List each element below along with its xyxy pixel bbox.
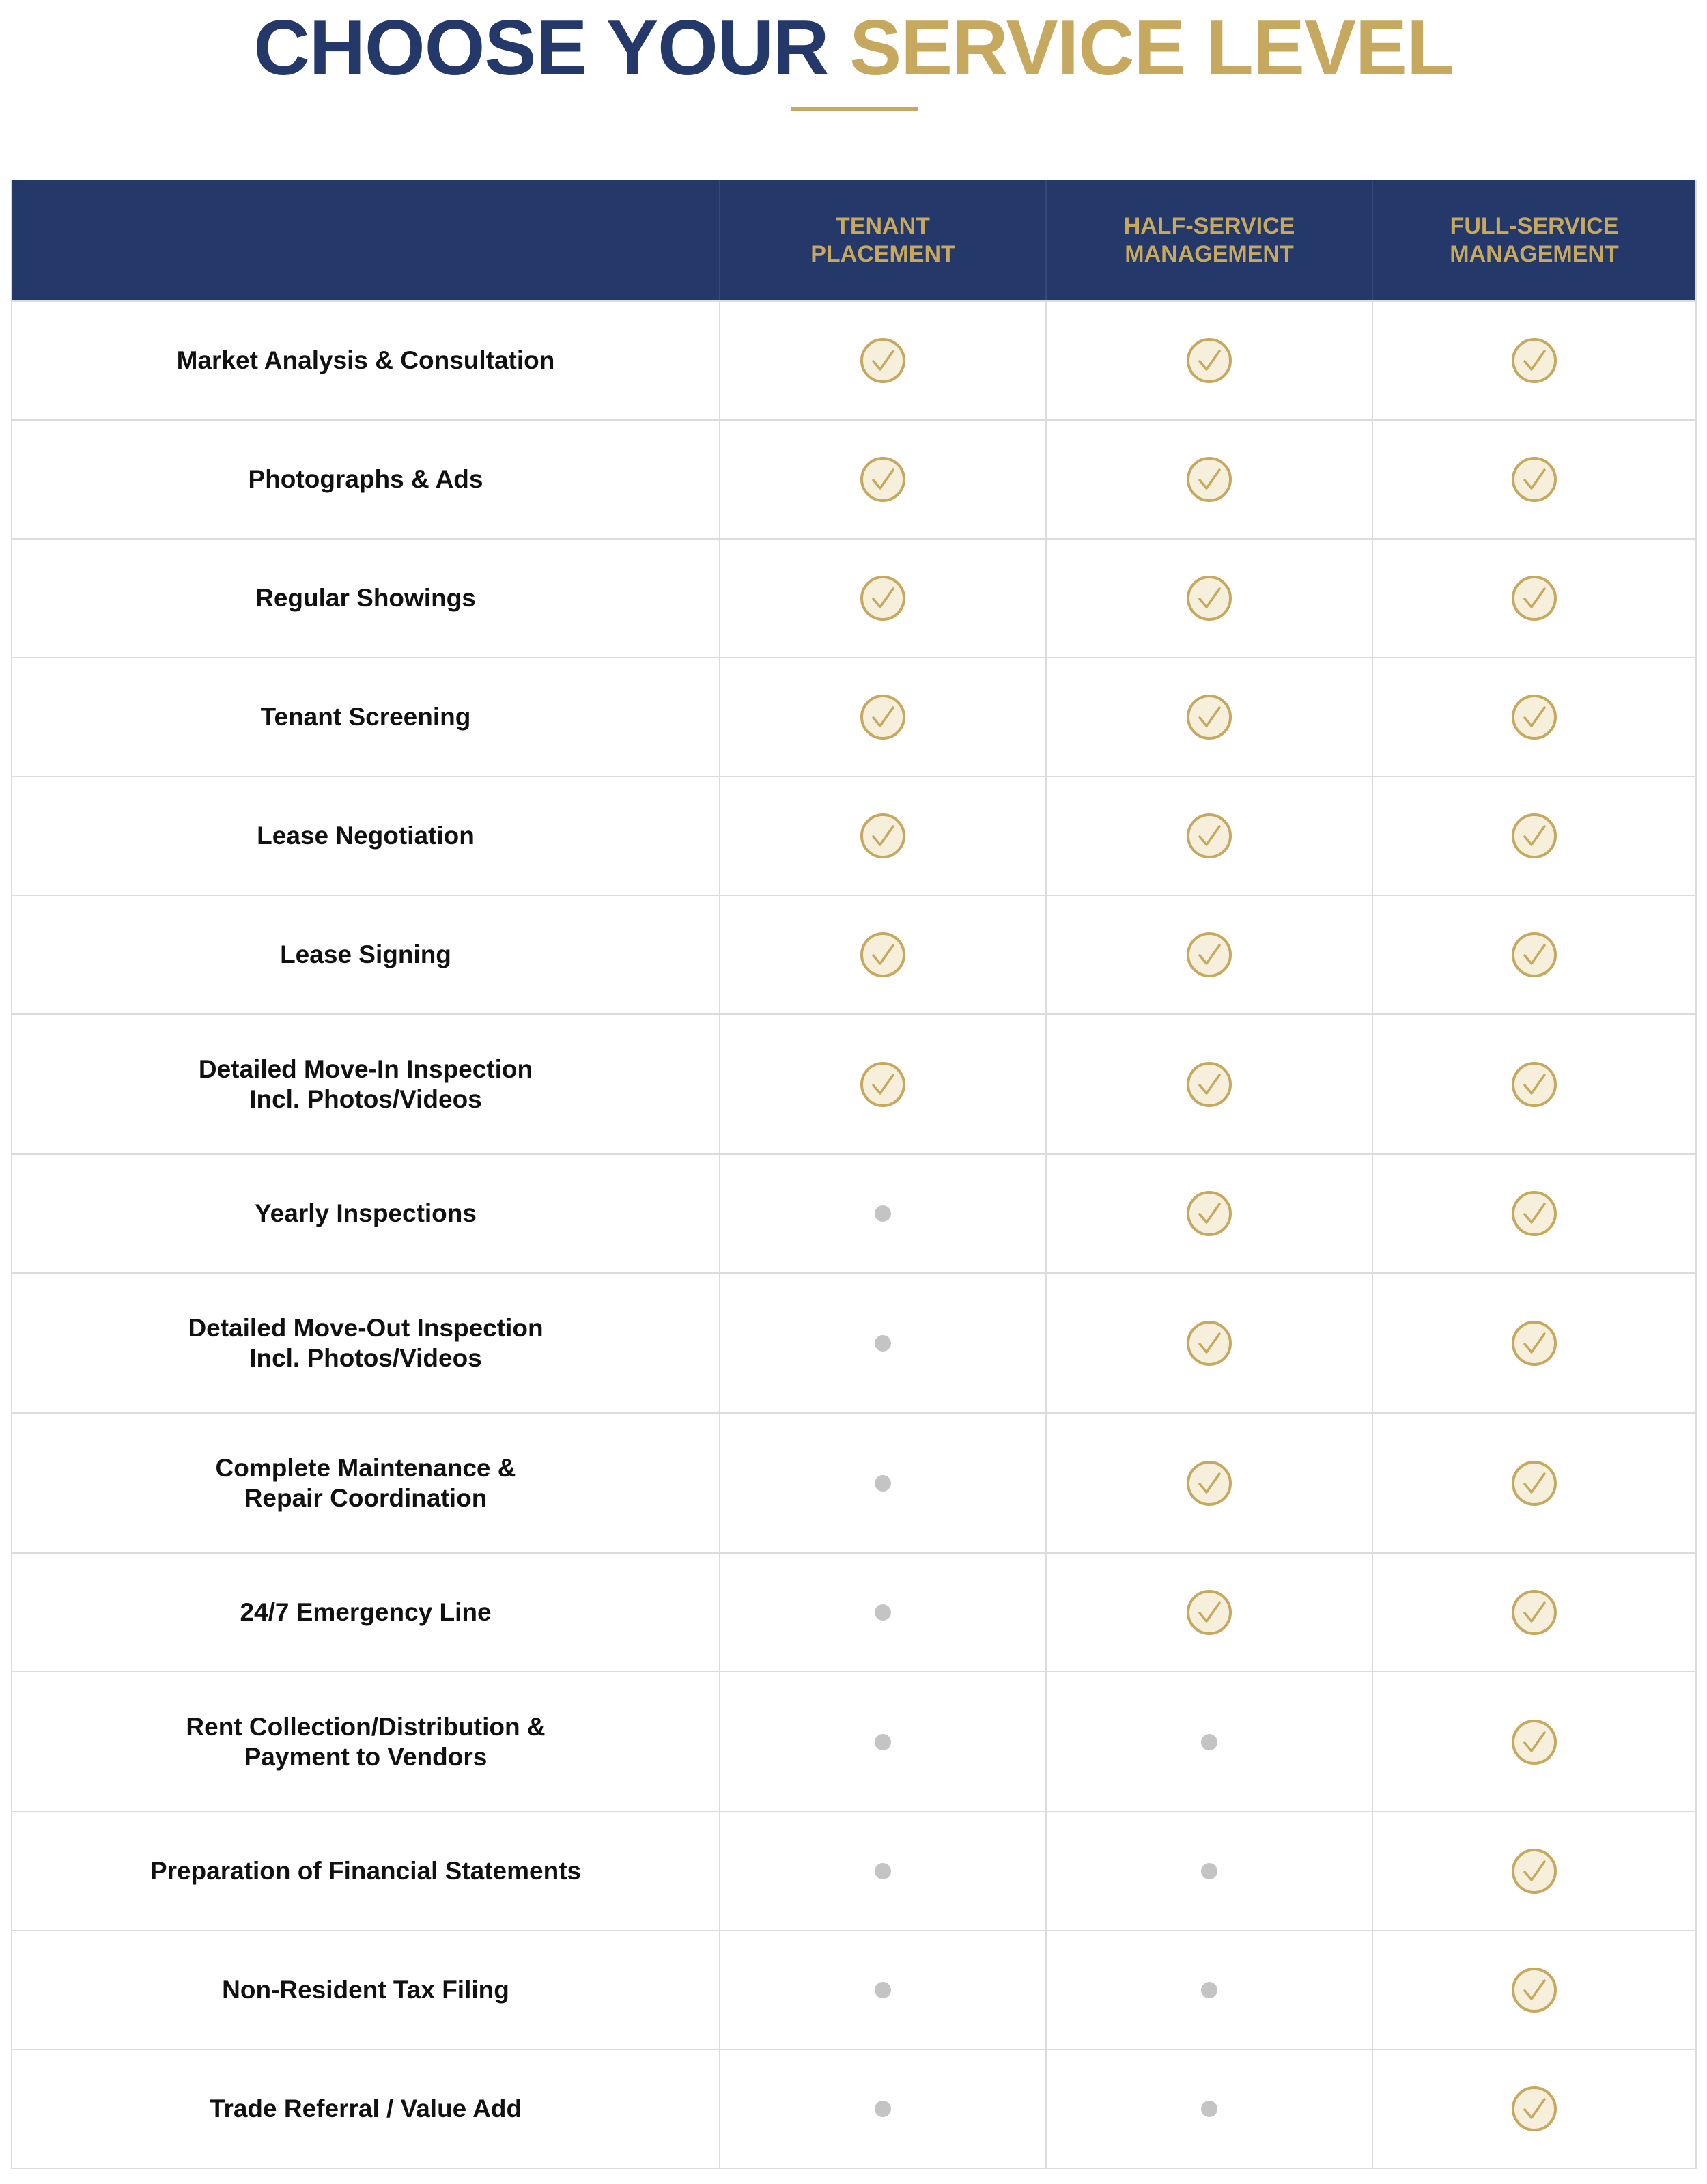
check-circle-icon <box>1510 1847 1558 1895</box>
availability-cell <box>1045 1274 1372 1412</box>
availability-cell <box>1045 302 1372 419</box>
availability-cell <box>1372 1414 1695 1552</box>
feature-cell <box>12 1015 719 1153</box>
feature-cell <box>12 896 719 1013</box>
check-circle-icon <box>1185 456 1233 503</box>
dot-icon <box>1201 1982 1217 1998</box>
service-comparison-table <box>11 180 1697 2169</box>
availability-cell <box>719 1155 1045 1272</box>
availability-cell <box>1045 1015 1372 1153</box>
feature-label: Yearly Inspections <box>255 1199 477 1227</box>
feature-cell <box>12 540 719 657</box>
check-circle-icon <box>1510 1718 1558 1766</box>
feature-label: Detailed Move-Out Inspection Incl. Photos/Videos <box>188 1313 544 1372</box>
check-circle-icon <box>859 337 907 384</box>
table-row <box>12 657 1695 776</box>
check-circle-icon <box>1510 2085 1558 2133</box>
dot-icon <box>875 1982 891 1998</box>
availability-cell <box>719 777 1045 895</box>
feature-label: Lease Negotiation <box>257 822 475 850</box>
header-empty-cell <box>12 180 719 300</box>
column-label-half-service: HALF-SERVICE MANAGEMENT <box>1123 213 1295 267</box>
table-row <box>12 419 1695 538</box>
availability-cell <box>719 1015 1045 1153</box>
availability-cell <box>1372 1015 1695 1153</box>
availability-cell <box>1045 1812 1372 1930</box>
dot-icon <box>1201 2101 1217 2117</box>
check-circle-icon <box>1510 1319 1558 1367</box>
availability-cell <box>719 896 1045 1013</box>
feature-label: 24/7 Emergency Line <box>240 1598 492 1626</box>
title-part-2: SERVICE LEVEL <box>849 5 1454 92</box>
availability-cell <box>719 1414 1045 1552</box>
availability-cell <box>1372 1672 1695 1811</box>
table-row <box>12 538 1695 657</box>
dot-icon <box>875 1205 891 1222</box>
availability-cell <box>1045 540 1372 657</box>
feature-label: Complete Maintenance & Repair Coordination <box>215 1453 516 1512</box>
check-circle-icon <box>1185 1061 1233 1108</box>
availability-cell <box>1372 1155 1695 1272</box>
availability-cell <box>1045 1155 1372 1272</box>
check-circle-icon <box>1510 693 1558 741</box>
availability-cell <box>719 421 1045 538</box>
feature-rows <box>12 300 1695 2168</box>
availability-cell <box>1372 1554 1695 1671</box>
availability-cell <box>1372 421 1695 538</box>
dot-icon <box>875 1734 891 1750</box>
availability-cell <box>1045 896 1372 1013</box>
header-cell-full-service <box>1372 180 1695 300</box>
table-row <box>12 1153 1695 1272</box>
check-circle-icon <box>1510 1966 1558 2014</box>
dot-icon <box>875 1604 891 1621</box>
dot-icon <box>875 1475 891 1492</box>
feature-label: Lease Signing <box>280 940 451 968</box>
availability-cell <box>719 540 1045 657</box>
availability-cell <box>1372 1274 1695 1412</box>
availability-cell <box>1045 777 1372 895</box>
availability-cell <box>1372 896 1695 1013</box>
column-label-full-service: FULL-SERVICE MANAGEMENT <box>1450 213 1619 267</box>
feature-cell <box>12 1931 719 2049</box>
availability-cell <box>1045 1414 1372 1552</box>
feature-label: Preparation of Financial Statements <box>150 1857 582 1885</box>
column-label-tenant-placement: TENANT PLACEMENT <box>810 213 955 267</box>
dot-icon <box>1201 1734 1217 1750</box>
feature-cell <box>12 1414 719 1552</box>
check-circle-icon <box>1510 931 1558 979</box>
table-row <box>12 1930 1695 2049</box>
dot-icon <box>875 2101 891 2117</box>
check-circle-icon <box>1510 1061 1558 1108</box>
check-circle-icon <box>859 1061 907 1108</box>
feature-label: Regular Showings <box>255 584 476 612</box>
table-row <box>12 1272 1695 1412</box>
check-circle-icon <box>1510 337 1558 384</box>
feature-label: Tenant Screening <box>260 703 471 731</box>
availability-cell <box>1045 658 1372 776</box>
feature-cell <box>12 1672 719 1811</box>
check-circle-icon <box>859 456 907 503</box>
feature-cell <box>12 302 719 419</box>
table-row <box>12 1552 1695 1671</box>
availability-cell <box>719 1274 1045 1412</box>
check-circle-icon <box>1185 693 1233 741</box>
dot-icon <box>875 1335 891 1352</box>
check-circle-icon <box>1185 1588 1233 1636</box>
title-part-1: CHOOSE YOUR <box>253 5 850 92</box>
feature-cell <box>12 1812 719 1930</box>
check-circle-icon <box>1510 456 1558 503</box>
availability-cell <box>719 1812 1045 1930</box>
availability-cell <box>1045 2050 1372 2168</box>
availability-cell <box>719 2050 1045 2168</box>
header-cell-half-service <box>1045 180 1372 300</box>
table-row <box>12 2049 1695 2168</box>
feature-cell <box>12 2050 719 2168</box>
feature-cell <box>12 421 719 538</box>
availability-cell <box>1372 2050 1695 2168</box>
header-cell-tenant-placement <box>719 180 1045 300</box>
check-circle-icon <box>859 693 907 741</box>
availability-cell <box>1372 1931 1695 2049</box>
availability-cell <box>1372 1812 1695 1930</box>
feature-cell <box>12 1155 719 1272</box>
availability-cell <box>719 1931 1045 2049</box>
table-row <box>12 1412 1695 1552</box>
feature-label: Market Analysis & Consultation <box>176 346 555 374</box>
check-circle-icon <box>1510 1190 1558 1237</box>
availability-cell <box>1372 658 1695 776</box>
feature-label: Trade Referral / Value Add <box>209 2095 522 2123</box>
availability-cell <box>1045 1554 1372 1671</box>
check-circle-icon <box>1510 1588 1558 1636</box>
availability-cell <box>1045 421 1372 538</box>
feature-cell <box>12 1554 719 1671</box>
feature-cell <box>12 658 719 776</box>
table-header-row <box>12 180 1695 300</box>
feature-label: Non-Resident Tax Filing <box>222 1976 509 2004</box>
availability-cell <box>719 1554 1045 1671</box>
availability-cell <box>1372 540 1695 657</box>
title-underline-divider <box>791 107 918 111</box>
table-row <box>12 1013 1695 1153</box>
availability-cell <box>1372 777 1695 895</box>
dot-icon <box>875 1863 891 1879</box>
dot-icon <box>1201 1863 1217 1879</box>
table-row <box>12 1811 1695 1930</box>
check-circle-icon <box>1185 337 1233 384</box>
check-circle-icon <box>1185 1459 1233 1507</box>
feature-label: Detailed Move-In Inspection Incl. Photos/Videos <box>198 1054 533 1113</box>
check-circle-icon <box>1185 812 1233 860</box>
check-circle-icon <box>1510 574 1558 622</box>
table-row <box>12 895 1695 1013</box>
availability-cell <box>1372 302 1695 419</box>
table-row <box>12 1671 1695 1811</box>
feature-cell <box>12 777 719 895</box>
availability-cell <box>719 658 1045 776</box>
feature-cell <box>12 1274 719 1412</box>
availability-cell <box>1045 1931 1372 2049</box>
availability-cell <box>1045 1672 1372 1811</box>
check-circle-icon <box>1185 1190 1233 1237</box>
check-circle-icon <box>1510 1459 1558 1507</box>
availability-cell <box>719 1672 1045 1811</box>
table-row <box>12 776 1695 895</box>
page-title <box>0 4 1707 93</box>
feature-label: Rent Collection/Distribution & Payment to Vendors <box>186 1712 546 1771</box>
check-circle-icon <box>1185 1319 1233 1367</box>
check-circle-icon <box>859 931 907 979</box>
check-circle-icon <box>1185 931 1233 979</box>
table-row <box>12 300 1695 419</box>
availability-cell <box>719 302 1045 419</box>
check-circle-icon <box>1185 574 1233 622</box>
check-circle-icon <box>859 812 907 860</box>
check-circle-icon <box>859 574 907 622</box>
feature-label: Photographs & Ads <box>248 465 483 493</box>
check-circle-icon <box>1510 812 1558 860</box>
